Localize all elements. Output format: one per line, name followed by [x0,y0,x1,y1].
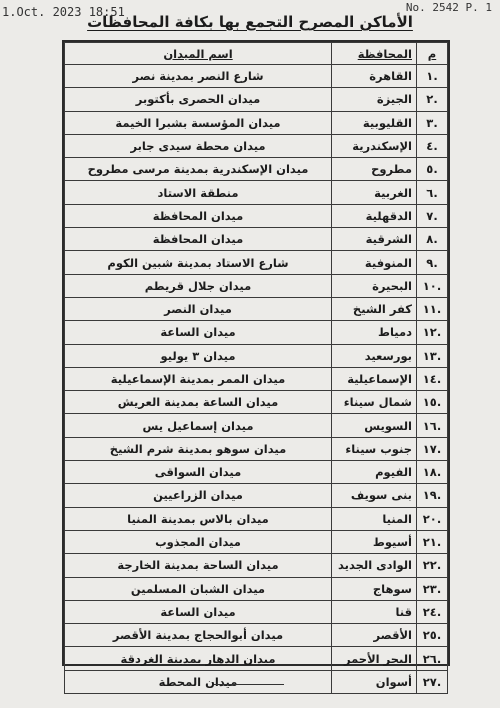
table-row [65,484,448,507]
row-number: .١٨ [417,461,448,484]
row-square-name: ميدان الساعة بمدينة العريش [65,391,332,414]
row-square-name: ميدان الحصرى بأكتوبر [65,88,332,111]
row-governorate: الجيزة [332,88,417,111]
row-governorate: قنا [332,600,417,623]
row-governorate: دمياط [332,321,417,344]
row-number: .٣ [417,111,448,134]
row-governorate: شمال سيناء [332,391,417,414]
table-row [65,251,448,274]
row-square-name: منطقة الاستاد [65,181,332,204]
header-square-name: اسم الميدان [65,43,332,65]
row-governorate: مطروح [332,158,417,181]
row-governorate: جنوب سيناء [332,437,417,460]
row-number: .٢٠ [417,507,448,530]
table-row [65,297,448,320]
row-square-name: ميدان الساعة [65,321,332,344]
row-square-name: ميدان المجذوب [65,530,332,553]
table-row [65,554,448,577]
fax-date-stamp: 1.Oct. 2023 18:51 [2,5,125,19]
row-number: .١٥ [417,391,448,414]
row-number: .١٦ [417,414,448,437]
table-row [65,274,448,297]
table-row [65,134,448,157]
row-governorate: القليوبية [332,111,417,134]
table-row [65,88,448,111]
header-number: م [417,43,448,65]
row-number: .١٠ [417,274,448,297]
squares-table-frame [62,40,450,689]
row-number: .٧ [417,204,448,227]
row-number: .٨ [417,228,448,251]
row-square-name: ميدان المؤسسة بشبرا الخيمة [65,111,332,134]
row-governorate: البحيرة [332,274,417,297]
squares-table [64,42,448,694]
table-row [65,577,448,600]
row-governorate: أسوان [332,670,417,693]
table-row [65,437,448,460]
row-square-name: ميدان النصر [65,297,332,320]
table-row [65,414,448,437]
row-governorate: الإسماعيلية [332,367,417,390]
row-square-name: شارع الاستاد بمدينة شبين الكوم [65,251,332,274]
row-number: .٢٥ [417,624,448,647]
table-row [65,228,448,251]
row-square-name: ميدان أبوالحجاج بمدينة الأقصر [65,624,332,647]
row-number: .٥ [417,158,448,181]
row-governorate: الوادى الجديد [332,554,417,577]
row-governorate: الأقصر [332,624,417,647]
page-title: الأماكن المصرح التجمع بها بكافة المحافظات [87,13,413,31]
row-number: .٢٢ [417,554,448,577]
row-governorate: بنى سويف [332,484,417,507]
table-header-row [65,43,448,65]
row-governorate: المنيا [332,507,417,530]
header-governorate: المحافظة [332,43,417,65]
row-number: .٤ [417,134,448,157]
table-row [65,181,448,204]
row-square-name: ميدان الإسكندرية بمدينة مرسى مطروح [65,158,332,181]
row-governorate: أسيوط [332,530,417,553]
table-row [65,111,448,134]
row-square-name: شارع النصر بمدينة نصر [65,65,332,88]
row-square-name: ميدان الشبان المسلمين [65,577,332,600]
row-square-name: ميدان السواقى [65,461,332,484]
row-square-name: ميدان بالاس بمدينة المنيا [65,507,332,530]
row-governorate: الشرقية [332,228,417,251]
row-number: .١٤ [417,367,448,390]
row-square-name: ميدان الزراعيين [65,484,332,507]
row-square-name: ميدان المحافظة [65,204,332,227]
table-row [65,624,448,647]
row-square-name: ميدان الممر بمدينة الإسماعيلية [65,367,332,390]
row-governorate: الإسكندرية [332,134,417,157]
row-number: .٢ [417,88,448,111]
table-row [65,461,448,484]
table-row [65,670,448,693]
table-row [65,158,448,181]
row-number: .٩ [417,251,448,274]
row-number: .٦ [417,181,448,204]
row-governorate: الفيوم [332,461,417,484]
row-square-name: ميدان إسماعيل يس [65,414,332,437]
table-row [65,344,448,367]
row-number: .١١ [417,297,448,320]
table-row [65,530,448,553]
row-number: .٢٤ [417,600,448,623]
row-number: .٢٦ [417,647,448,670]
table-row [65,65,448,88]
table-row [65,600,448,623]
row-governorate: المنوفية [332,251,417,274]
row-governorate: بورسعيد [332,344,417,367]
row-square-name: ميدان الدهار بمدينة الغردقة [65,647,332,670]
row-number: .١٣ [417,344,448,367]
row-governorate: السويس [332,414,417,437]
row-square-name: ميدان المحطة [65,670,332,693]
table-row [65,367,448,390]
row-governorate: الغربية [332,181,417,204]
row-number: .١٧ [417,437,448,460]
row-number: .٢٧ [417,670,448,693]
table-row [65,321,448,344]
footer-divider [214,684,284,685]
table-row [65,507,448,530]
row-number: .١٢ [417,321,448,344]
row-number: .١٩ [417,484,448,507]
row-square-name: ميدان جلال قريطم [65,274,332,297]
row-governorate: الدقهلية [332,204,417,227]
row-square-name: ميدان ٣ يوليو [65,344,332,367]
row-number: .٢٣ [417,577,448,600]
row-square-name: ميدان الساحة بمدينة الخارجة [65,554,332,577]
fax-page-number: No. 2542 P. 1 [405,1,492,14]
row-governorate: سوهاج [332,577,417,600]
table-row [65,204,448,227]
table-row [65,647,448,670]
row-square-name: ميدان سوهو بمدينة شرم الشيخ [65,437,332,460]
row-square-name: ميدان محطة سيدى جابر [65,134,332,157]
row-square-name: ميدان الساعة [65,600,332,623]
row-governorate: القاهرة [332,65,417,88]
row-governorate: البحر الأحمر [332,647,417,670]
row-square-name: ميدان المحافظة [65,228,332,251]
row-number: .١ [417,65,448,88]
row-number: .٢١ [417,530,448,553]
row-governorate: كفر الشيخ [332,297,417,320]
table-row [65,391,448,414]
